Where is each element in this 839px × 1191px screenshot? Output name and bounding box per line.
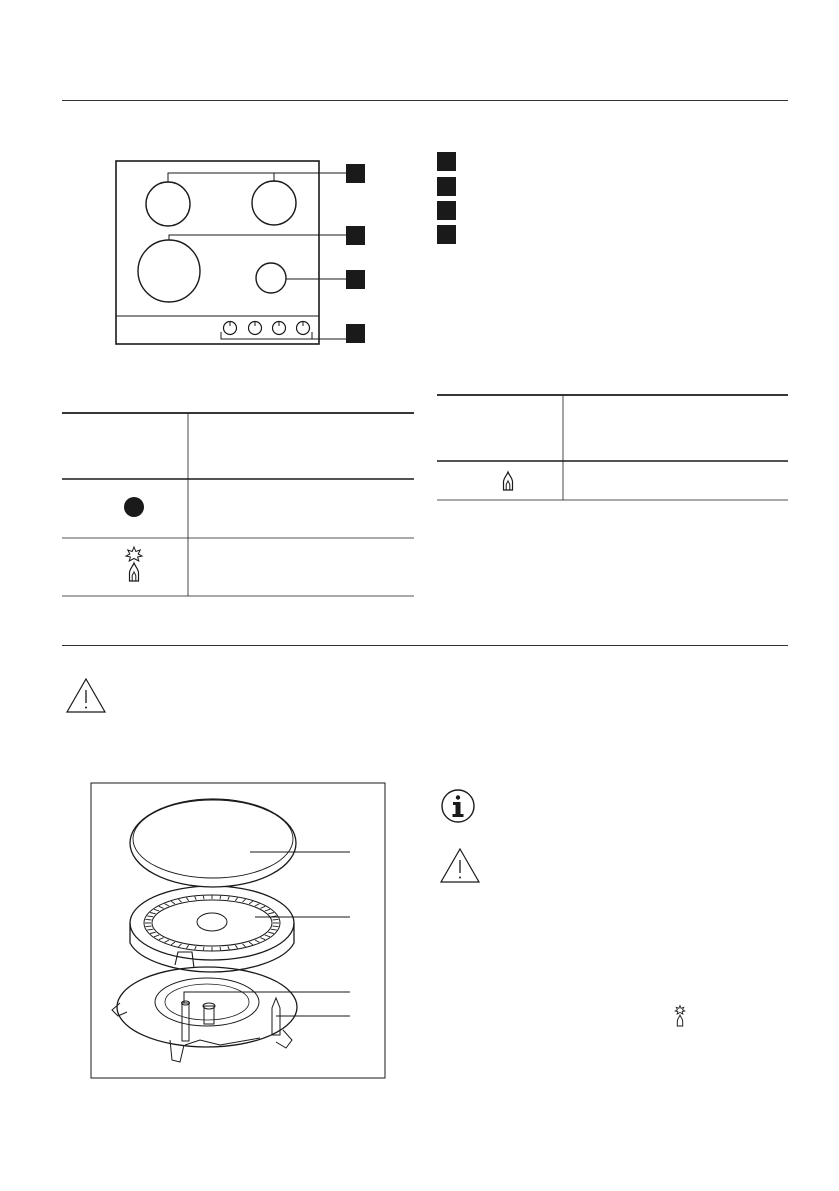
info-icon [442,790,474,822]
inline-ignition-flame-icon [675,1006,685,1026]
warning-triangle-icon [441,849,479,882]
